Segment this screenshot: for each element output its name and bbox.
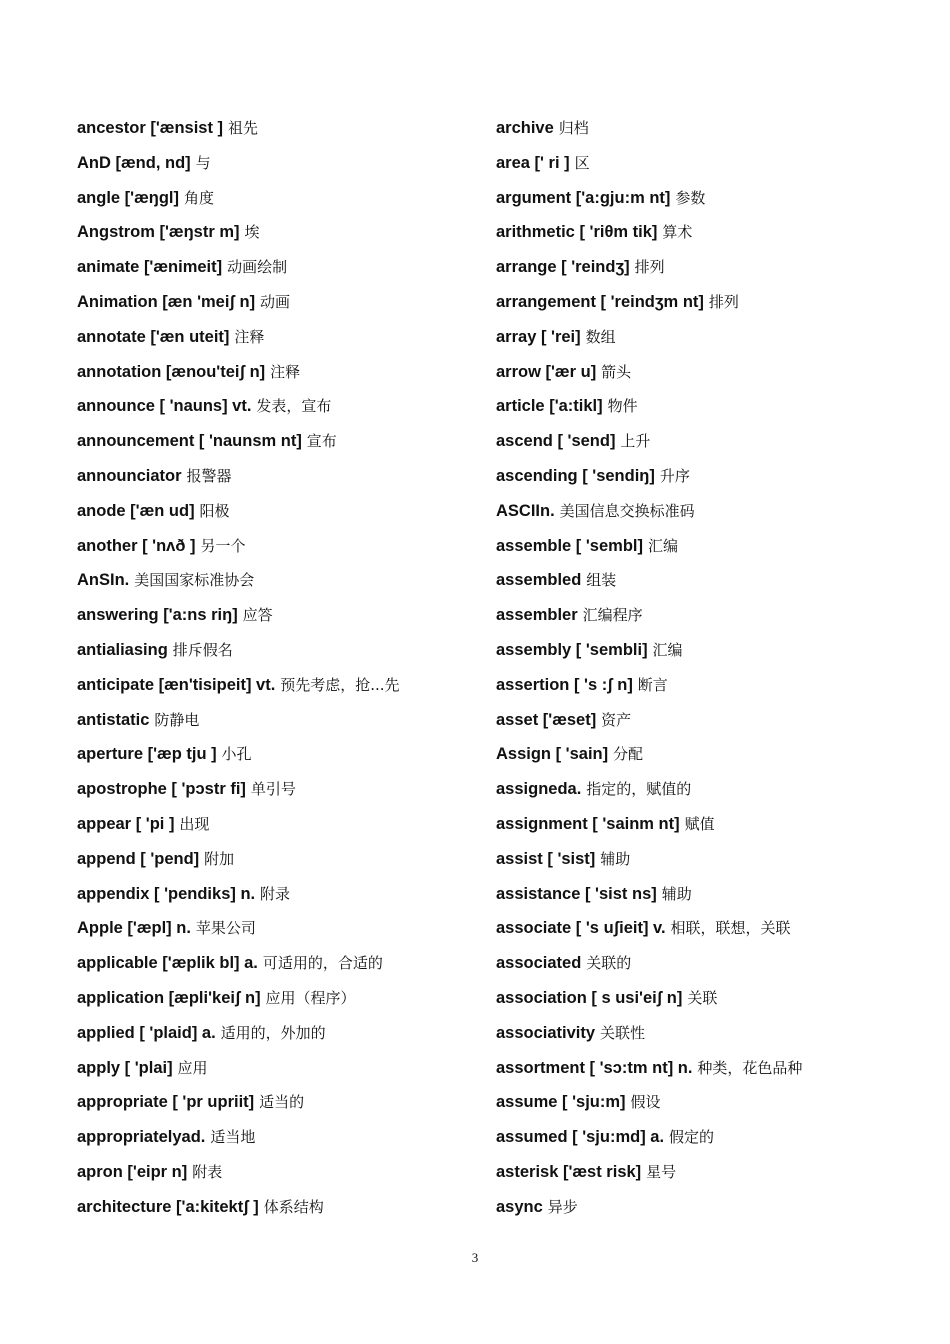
entry-term: Animation [æn 'meiʃ n] [77, 292, 256, 311]
entry-term: append [ 'pend] [77, 849, 200, 868]
entry-term: annotation [ænou'teiʃ n] [77, 362, 266, 381]
dictionary-entry [496, 424, 936, 459]
entry-term: assistance [ 'sist ns] [496, 884, 657, 903]
entry-definition: 美国国家标准协会 [134, 571, 255, 590]
entry-term: anticipate [æn'tisipeit] vt. [77, 675, 276, 694]
entry-definition: 断言 [637, 675, 668, 694]
dictionary-entry [77, 737, 482, 772]
dictionary-entry [77, 1120, 482, 1155]
entry-term: apply [ 'plai] [77, 1058, 173, 1077]
entry-definition: 预先考虑，抢...先 [280, 675, 400, 694]
entry-term: Assign [ 'sain] [496, 745, 609, 764]
entry-term: ASCIIn. [496, 501, 555, 520]
dictionary-entry [496, 842, 936, 877]
entry-definition: 升序 [659, 466, 690, 485]
entry-term: assortment [ 'sɔ:tm nt] n. [496, 1058, 693, 1077]
entry-definition: 注释 [234, 327, 265, 346]
entry-definition: 适用的，外加的 [220, 1023, 326, 1042]
entry-definition: 应用（程序） [265, 988, 356, 1007]
entry-term: apostrophe [ 'pɔstr fi] [77, 780, 246, 799]
entry-definition: 假设 [630, 1093, 661, 1112]
dictionary-entry [496, 250, 936, 285]
entry-definition: 辅助 [600, 849, 631, 868]
dictionary-entry [77, 1016, 482, 1051]
entry-definition: 适当的 [259, 1093, 305, 1112]
entry-definition: 小孔 [221, 745, 252, 764]
dictionary-entry [77, 1155, 482, 1190]
entry-term: apron ['eipr n] [77, 1162, 188, 1181]
entry-definition: 应用 [177, 1058, 208, 1077]
dictionary-entry [77, 424, 482, 459]
entry-definition: 与 [195, 153, 211, 172]
entry-definition: 附录 [260, 884, 291, 903]
dictionary-entry [77, 563, 482, 598]
dictionary-entry [496, 1155, 936, 1190]
dictionary-entry [496, 111, 936, 146]
entry-definition: 报警器 [186, 466, 232, 485]
entry-term: animate ['ænimeit] [77, 258, 223, 277]
entry-term: antistatic [77, 710, 150, 729]
dictionary-entry [496, 668, 936, 703]
entry-term: another [ 'nʌð ] [77, 536, 196, 555]
dictionary-entry [496, 772, 936, 807]
entry-definition: 宣布 [306, 432, 337, 451]
entry-term: async [496, 1197, 543, 1216]
dictionary-entry [496, 215, 936, 250]
dictionary-entry [496, 1051, 936, 1086]
entry-term: appendix [ 'pendiks] n. [77, 884, 256, 903]
entry-term: arrow ['ær u] [496, 362, 597, 381]
dictionary-entry [496, 529, 936, 564]
entry-term: announce [ 'nauns] vt. [77, 397, 252, 416]
entry-definition: 辅助 [661, 884, 692, 903]
entry-term: ancestor ['ænsist ] [77, 119, 224, 137]
dictionary-entry [496, 1016, 936, 1051]
entry-definition: 阳极 [199, 501, 230, 520]
entry-term: association [ s usi'eiʃ n] [496, 988, 683, 1007]
entry-definition: 动画绘制 [227, 258, 288, 277]
entry-term: AnSIn. [77, 571, 130, 590]
entry-term: argument ['a:gju:m nt] [496, 188, 671, 207]
entry-term: ascend [ 'send] [496, 432, 616, 451]
dictionary-entry [77, 459, 482, 494]
dictionary-entry [77, 911, 482, 946]
entry-term: assignment [ 'sainm nt] [496, 814, 680, 833]
entry-definition: 附加 [204, 849, 235, 868]
dictionary-entry [77, 1190, 482, 1225]
entry-definition: 相联，联想，关联 [670, 919, 791, 938]
entry-definition: 排列 [708, 292, 739, 311]
entry-term: appropriate [ 'pr upriit] [77, 1093, 255, 1112]
entry-definition: 算术 [662, 223, 693, 242]
entry-term: AnD [ænd, nd] [77, 153, 191, 172]
entry-term: arrangement [ 'reindʒm nt] [496, 292, 704, 311]
dictionary-entry [496, 1120, 936, 1155]
dictionary-entry [496, 807, 936, 842]
dictionary-entry [77, 807, 482, 842]
entry-definition: 适当地 [210, 1128, 256, 1147]
entry-term: assemble [ 'sembl] [496, 536, 643, 555]
entry-definition: 关联性 [600, 1023, 646, 1042]
entry-term: assertion [ 's :ʃ n] [496, 675, 633, 694]
entry-term: assembled [496, 571, 582, 590]
entry-term: Apple ['æpl] n. [77, 919, 191, 938]
entry-term: arithmetic [ 'riθm tik] [496, 223, 658, 242]
entry-definition: 指定的，赋值的 [586, 780, 692, 799]
dictionary-entry [496, 703, 936, 738]
entry-term: associate [ 's uʃieit] v. [496, 919, 666, 938]
entry-definition: 发表，宣布 [256, 397, 332, 416]
entry-term: assembler [496, 606, 578, 625]
entry-term: angle ['æŋgl] [77, 188, 180, 207]
entry-term: Angstrom ['æŋstr m] [77, 223, 240, 242]
entry-definition: 资产 [601, 710, 632, 729]
entry-definition: 另一个 [200, 536, 246, 555]
entry-term: article ['a:tikl] [496, 397, 603, 416]
entry-definition: 异步 [547, 1197, 578, 1216]
entry-term: asterisk ['æst risk] [496, 1162, 642, 1181]
dictionary-entry [496, 737, 936, 772]
page-number: 3 [471, 1250, 479, 1265]
entry-definition: 防静电 [154, 710, 200, 729]
entry-term: architecture ['a:kitektʃ ] [77, 1197, 259, 1216]
entry-definition: 出现 [179, 814, 210, 833]
right-column [496, 111, 936, 1225]
dictionary-entry [496, 389, 936, 424]
entry-term: applicable ['æplik bl] a. [77, 954, 258, 973]
dictionary-entry [77, 389, 482, 424]
entry-definition: 祖先 [227, 119, 258, 137]
entry-definition: 角度 [183, 188, 214, 207]
dictionary-entry [496, 981, 936, 1016]
dictionary-entry [77, 668, 482, 703]
entry-definition: 汇编 [647, 536, 678, 555]
entry-term: appropriatelyad. [77, 1128, 206, 1147]
entry-definition: 苹果公司 [195, 919, 256, 938]
dictionary-entry [77, 946, 482, 981]
entry-term: archive [496, 119, 554, 137]
entry-definition: 箭头 [601, 362, 632, 381]
entry-definition: 可适用的，合适的 [262, 954, 383, 973]
entry-definition: 分配 [613, 745, 644, 764]
dictionary-entry [496, 563, 936, 598]
entry-definition: 假定的 [668, 1128, 714, 1147]
dictionary-entry [77, 285, 482, 320]
dictionary-entry [77, 703, 482, 738]
entry-term: annotate ['æn uteit] [77, 327, 230, 346]
entry-definition: 组装 [586, 571, 617, 590]
left-column [77, 111, 482, 1225]
dictionary-entry [496, 633, 936, 668]
entry-term: array [ 'rei] [496, 327, 581, 346]
entry-definition: 附表 [192, 1162, 223, 1181]
entry-term: aperture ['æp tju ] [77, 745, 217, 764]
entry-definition: 单引号 [250, 780, 296, 799]
entry-definition: 汇编 [652, 640, 683, 659]
dictionary-entry [496, 285, 936, 320]
entry-definition: 排斥假名 [172, 640, 233, 659]
entry-term: announcement [ 'naunsm nt] [77, 432, 302, 451]
entry-definition: 注释 [270, 362, 301, 381]
entry-definition: 汇编程序 [582, 606, 643, 625]
entry-definition: 关联 [687, 988, 718, 1007]
entry-term: assumed [ 'sju:md] a. [496, 1128, 665, 1147]
entry-definition: 星号 [646, 1162, 677, 1181]
entry-term: announciator [77, 466, 182, 485]
dictionary-entry [496, 146, 936, 181]
dictionary-entry [496, 459, 936, 494]
entry-definition: 种类，花色品种 [697, 1058, 803, 1077]
dictionary-entry [77, 320, 482, 355]
entry-definition: 赋值 [684, 814, 715, 833]
dictionary-entry [77, 181, 482, 216]
dictionary-entry [77, 355, 482, 390]
dictionary-entry [77, 529, 482, 564]
dictionary-entry [77, 215, 482, 250]
entry-term: assembly [ 'sembli] [496, 640, 648, 659]
dictionary-entry [496, 877, 936, 912]
entry-term: assist [ 'sist] [496, 849, 596, 868]
entry-term: associativity [496, 1023, 596, 1042]
dictionary-entry [77, 146, 482, 181]
dictionary-entry [77, 1085, 482, 1120]
entry-term: application [æpli'keiʃ n] [77, 988, 261, 1007]
entry-term: asset ['æset] [496, 710, 597, 729]
entry-definition: 数组 [585, 327, 616, 346]
dictionary-entry [77, 494, 482, 529]
entry-definition: 体系结构 [263, 1197, 324, 1216]
dictionary-entry [496, 1085, 936, 1120]
dictionary-entry [77, 250, 482, 285]
entry-term: area [' ri ] [496, 153, 570, 172]
dictionary-entry [77, 981, 482, 1016]
entry-term: assigneda. [496, 780, 582, 799]
entry-term: appear [ 'pi ] [77, 814, 175, 833]
entry-term: antialiasing [77, 640, 168, 659]
entry-term: arrange [ 'reindʒ] [496, 258, 630, 277]
dictionary-entry [496, 911, 936, 946]
entry-definition: 排列 [634, 258, 665, 277]
dictionary-entry [496, 320, 936, 355]
entry-definition: 关联的 [586, 954, 632, 973]
entry-term: anode ['æn ud] [77, 501, 195, 520]
entry-definition: 区 [574, 153, 590, 172]
entry-definition: 应答 [242, 606, 273, 625]
dictionary-entry [496, 355, 936, 390]
entry-definition: 物件 [607, 397, 638, 416]
entry-definition: 埃 [244, 223, 260, 242]
dictionary-entry [496, 1190, 936, 1225]
dictionary-entry [77, 1051, 482, 1086]
entry-definition: 动画 [260, 292, 291, 311]
entry-term: assume [ 'sju:m] [496, 1093, 626, 1112]
dictionary-entry [77, 111, 482, 146]
entry-definition: 参数 [675, 188, 706, 207]
entry-term: applied [ 'plaid] a. [77, 1023, 216, 1042]
entry-term: answering ['a:ns riŋ] [77, 606, 238, 625]
entry-definition: 归档 [558, 119, 589, 137]
entry-definition: 上升 [620, 432, 651, 451]
dictionary-entry [77, 598, 482, 633]
dictionary-entry [77, 633, 482, 668]
dictionary-entry [496, 494, 936, 529]
dictionary-entry [496, 181, 936, 216]
dictionary-entry [496, 946, 936, 981]
entry-term: associated [496, 954, 582, 973]
dictionary-entry [77, 877, 482, 912]
dictionary-entry [77, 772, 482, 807]
entry-definition: 美国信息交换标准码 [559, 501, 695, 520]
dictionary-entry [496, 598, 936, 633]
dictionary-entry [77, 842, 482, 877]
entry-term: ascending [ 'sendiŋ] [496, 466, 655, 485]
